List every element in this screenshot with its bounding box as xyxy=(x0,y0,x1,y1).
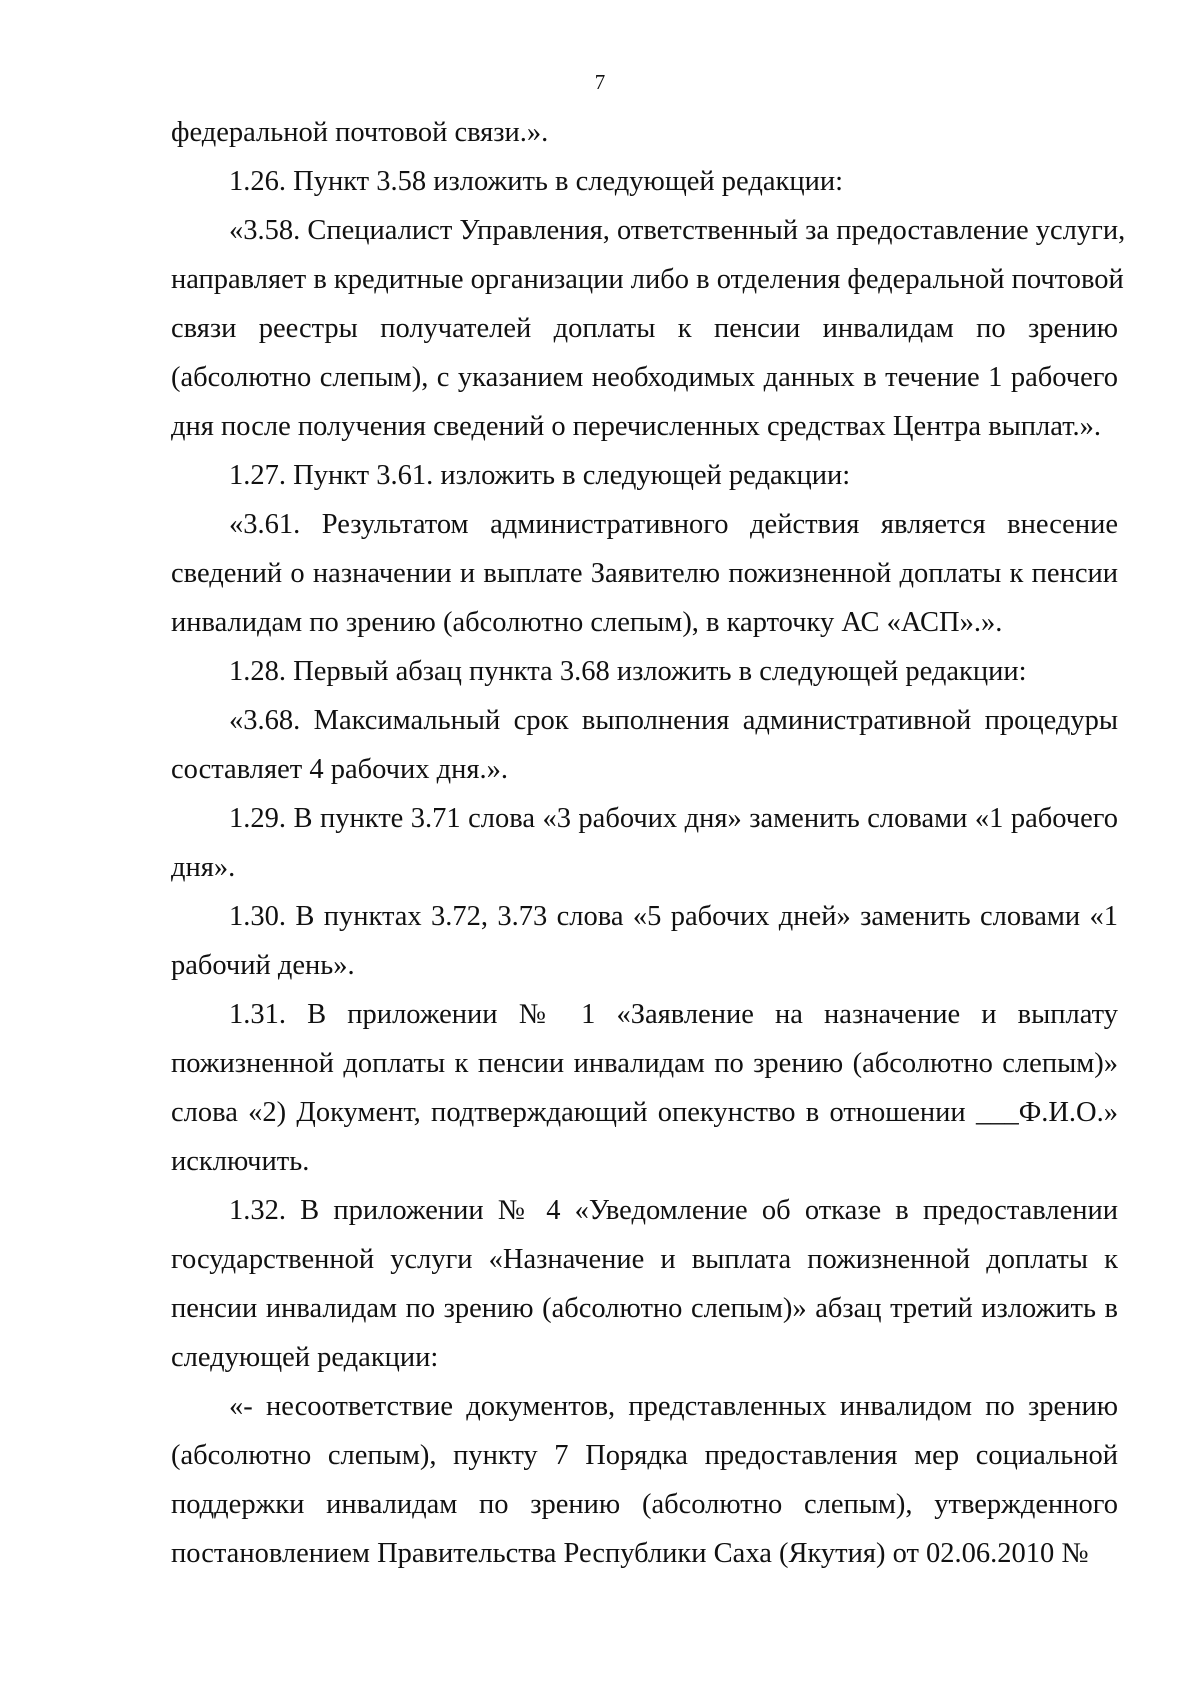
paragraph-p2 xyxy=(171,206,1126,451)
text-line: «3.61. Результатом административного действия является внесение xyxy=(229,509,1118,540)
text-line: 1.31. В приложении № 1 «Заявление на назначение и выплату xyxy=(229,999,1118,1030)
text-line: следующей редакции: xyxy=(171,1342,439,1373)
text-line: постановлением Правительства Республики Саха (Якутия) от 02.06.2010 № xyxy=(171,1538,1089,1569)
text-line: «- несоответствие документов, представленных инвалидом по зрению xyxy=(229,1391,1118,1422)
text-line: федеральной почтовой связи.». xyxy=(171,117,549,148)
paragraph-p10 xyxy=(171,1186,1118,1382)
text-line: 1.30. В пунктах 3.72, 3.73 слова «5 рабочих дней» заменить словами «1 xyxy=(229,901,1118,932)
text-line: инвалидам по зрению (абсолютно слепым), в карточку АС «АСП».». xyxy=(171,607,1003,638)
text-line: дня». xyxy=(171,852,236,883)
text-line: связи реестры получателей доплаты к пенсии инвалидам по зрению xyxy=(171,313,1118,344)
text-line: «3.58. Специалист Управления, ответственный за предоставление услуги, xyxy=(229,215,1126,246)
paragraph-p0 xyxy=(171,108,1118,157)
paragraph-p11 xyxy=(171,1382,1118,1578)
text-line: государственной услуги «Назначение и выплата пожизненной доплаты к xyxy=(171,1244,1118,1275)
paragraph-p3 xyxy=(171,451,1118,500)
text-line: составляет 4 рабочих дня.». xyxy=(171,754,508,785)
page-number: 7 xyxy=(594,70,606,94)
document-body xyxy=(171,108,1126,1578)
paragraph-p4 xyxy=(171,500,1118,647)
paragraph-p5 xyxy=(171,647,1118,696)
text-line: слова «2) Документ, подтверждающий опекунство в отношении ___Ф.И.О.» xyxy=(171,1097,1118,1128)
paragraph-p8 xyxy=(171,892,1118,990)
text-line: 1.28. Первый абзац пункта 3.68 изложить в следующей редакции: xyxy=(229,656,1027,687)
text-line: «3.68. Максимальный срок выполнения административной процедуры xyxy=(229,705,1118,736)
text-line: 1.26. Пункт 3.58 изложить в следующей редакции: xyxy=(229,166,843,197)
text-line: 1.32. В приложении № 4 «Уведомление об отказе в предоставлении xyxy=(229,1195,1118,1226)
paragraph-p9 xyxy=(171,990,1118,1186)
text-line: пожизненной доплаты к пенсии инвалидам по зрению (абсолютно слепым)» xyxy=(171,1048,1118,1079)
text-line: сведений о назначении и выплате Заявителю пожизненной доплаты к пенсии xyxy=(171,558,1118,589)
text-line: направляет в кредитные организации либо в отделения федеральной почтовой xyxy=(171,264,1124,295)
text-line: (абсолютно слепым), с указанием необходимых данных в течение 1 рабочего xyxy=(171,362,1118,393)
text-line: рабочий день». xyxy=(171,950,355,981)
text-line: дня после получения сведений о перечисленных средствах Центра выплат.». xyxy=(171,411,1102,442)
text-line: поддержки инвалидам по зрению (абсолютно слепым), утвержденного xyxy=(171,1489,1118,1520)
paragraph-p1 xyxy=(171,157,1118,206)
text-line: исключить. xyxy=(171,1146,310,1177)
paragraph-p7 xyxy=(171,794,1118,892)
text-line: 1.27. Пункт 3.61. изложить в следующей редакции: xyxy=(229,460,851,491)
paragraph-p6 xyxy=(171,696,1118,794)
text-line: (абсолютно слепым), пункту 7 Порядка предоставления мер социальной xyxy=(171,1440,1118,1471)
text-line: пенсии инвалидам по зрению (абсолютно слепым)» абзац третий изложить в xyxy=(171,1293,1118,1324)
text-line: 1.29. В пункте 3.71 слова «3 рабочих дня» заменить словами «1 рабочего xyxy=(229,803,1118,834)
